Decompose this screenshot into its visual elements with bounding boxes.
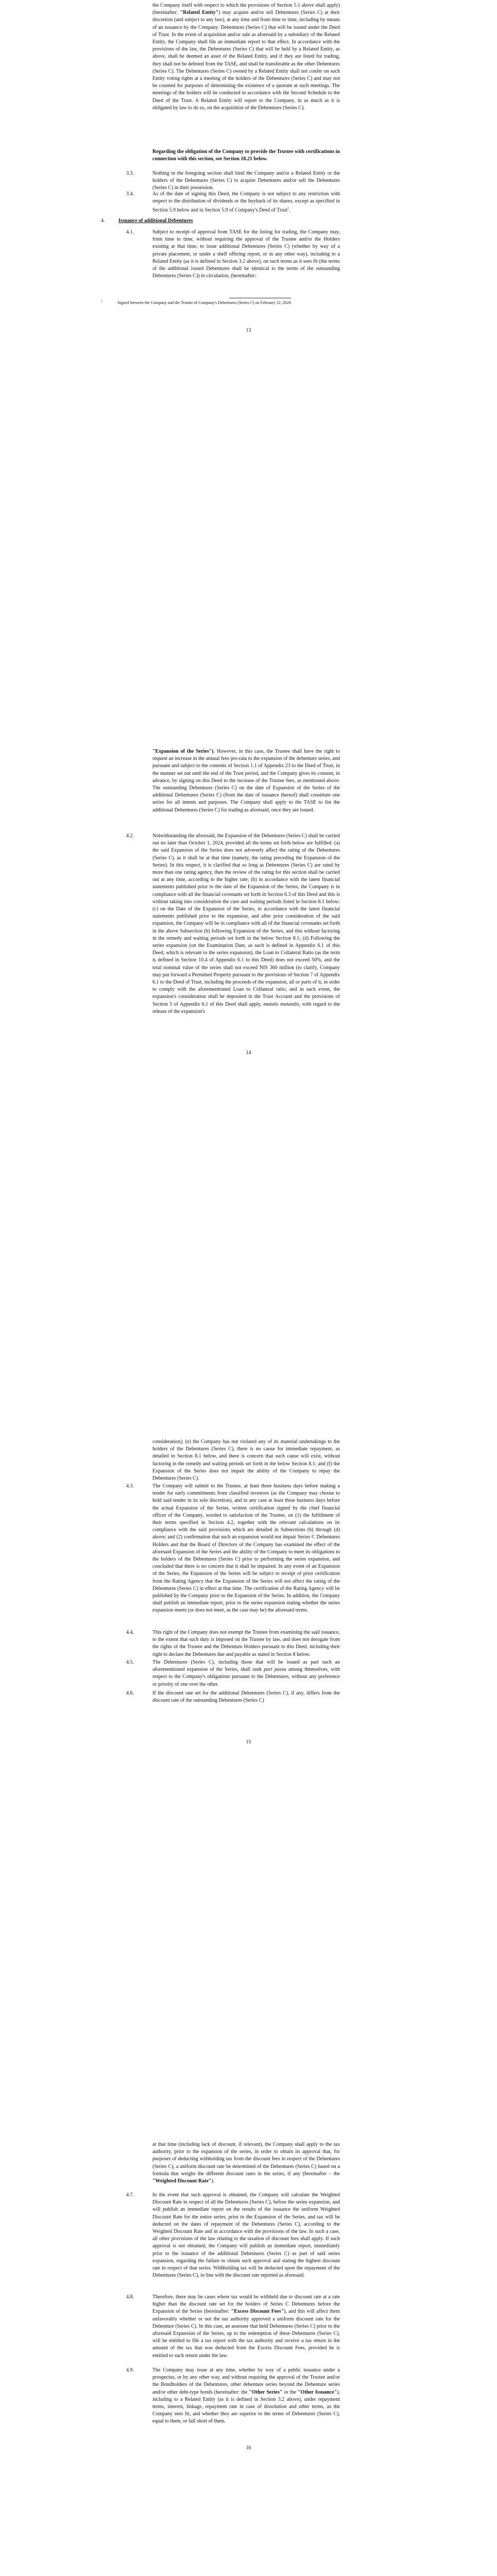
section-item [126, 2367, 340, 2426]
defined-term: "Weighted Discount Rate" [152, 2178, 212, 2184]
document-page-15 [0, 1432, 497, 2123]
item-number: 4.8. [126, 2294, 134, 2300]
item-text-tail: . [289, 207, 290, 213]
certification-paragraph [152, 148, 340, 163]
item-text: This right of the Company does not exempt the Trustee from examining the said issuance, to the extent that such duty is imposed on the Trustee by law, and does not derogate from the rights of the Trustee and the Debenture Holders pursuant to this Deed, including their right to declare the Debentures due and payable as stated in Section 8 below. [152, 1630, 340, 1657]
item-text [152, 2367, 340, 2426]
item-text-main: The Debentures (Series C), including those that will be issued as part such an aforementioned expansion of the Series, shall rank [152, 1659, 340, 1673]
item-text: Nothing in the foregoing section shall bind the Company and/or a Related Entity or the holders of the Debentures (Series C) to acquire Debentures and/or sell the Debentures (Series C) in their possession. [152, 171, 340, 191]
item-text: Subject to receipt of approval from TASE for the listing for trading, the Company may, from time to time, without requiring the approval of the Trustee and/or the Holders existing at that time, to issue additional Debentures (Series C) (whether by way of a private placement, or under a shelf offering report, or in any other way), including to a Related Entity (as it is defined in Section 3.2 above), on such terms as it sees fit (the terms of the additional issued Debentures shall be identical to the terms of the outstanding Debentures (Series C)) in circulation, (hereinafter: [152, 229, 340, 279]
page-number: 13 [246, 328, 251, 333]
item-number: 4.2. [126, 833, 134, 839]
section-item [126, 1659, 340, 1688]
document-page-13 [0, 0, 497, 742]
item-number: 4.4. [126, 1630, 134, 1635]
section-number: 4. [101, 218, 105, 224]
item-text [152, 191, 340, 214]
document-page-14 [0, 742, 497, 1432]
paragraph-body: the Company itself with respect to which the provisions of Section 5.1 above shall apply) (hereinafter: [152, 3, 340, 16]
section-item [126, 1690, 340, 1704]
item-number: 3.4. [126, 191, 134, 197]
item-text: The Company will submit to the Trustee, at least three business days before making a tender for early commitments from classified investors (as the Company may choose to hold said tender in its sole discretion), and in any case at least three business days before the actual Expansion of the Series, written certification signed by the chief financial officer of the Company, worded to satisfaction of the Trustee, on (1) the fulfillment of their terms specified in Section 4.2, together with the relevant calculations on its compliance with the said provisions which are detailed in Subsections (b) through (d) above; and (2) confirmation that such an expansion would not impair Series C Debentures Holders and that the Board of Directors of the Company has examined the effect of the aforesaid Expansion of the Series and the ability of the Company to meet its obligations to the holders of the Debentures (Series C) prior to performing the series expansion, and concluded that there is no concern that it shall be impaired. In any event of an Expansion of the Series, the Expansion of the Series will be subject to receipt of prior certification from the Rating Agency that the Expansion of the Series will not affect the rating of the Debentures (Series C) in effect at that time. The certification of the Rating Agency will be published by the Company prior to the Expansion of the Series. In addition, the Company shall publish an immediate report, prior to the series expansion stating whether the series expansion meets (or does not meet, as the case may be) the aforesaid terms. [152, 1483, 340, 1614]
item-text-tail: ), including to a Related Entity (as it is defined in Section 3.2 above), under repayment terms, interest, linkage, repayment rate in case of dissolution and other terms, as the Company sees fit, and whether they are superior to the terms of Debentures (Series C), equal to them, or fall short of them. [152, 2389, 340, 2425]
item-number: 4.7. [126, 2192, 134, 2198]
item-number: 4.6. [126, 1690, 134, 1696]
expansion-continuation [152, 748, 340, 814]
item-text: If the discount rate set for the additional Debentures (Series C), if any, differs from the discount rate of the outstanding Debentures (Series C) [152, 1690, 340, 1704]
item-text: In the event that such approval is obtained, the Company will calculate the Weighted Discount Rate in respect of all the Debentures (Series C), before the series expansion, and will publish an immediate report on the results of the issuance the uniform Weighted Discount Rate for the entire series, prior to the Expansion of the Series, and tax will be deducted on the dates of repayment of the Debentures (Series C), according to the Weighted Discount Rate and in accordance with the provisions of the law. In such a case, all other provisions of the law relating to the taxation of discount fees shall apply. If such approval is not obtained, the Company will publish an immediate report, immediately prior to the issuance of the additional Debentures (Series C) as part of said series expansion, regarding the failure to obtain such approval and stating the highest discount rate in respect of that series. Withholding tax will be deducted upon the repayment of the Debentures (Series C), in line with the discount rate reported as aforesaid. [152, 2192, 340, 2279]
item-text-tail: ), and this will affect them unfavorably whether or not the tax authority approved a uniform discount rate for the Debenture (Series C). In this case, an assessee that held Debentures (Series C) prior to the aforesaid Expansion of the Series, up to the redemption of these Debentures (Series C), will be entitled to file a tax report with the tax authority and receive a tax return in the amount of the tax that was deducted from the Excess Discount Fees, provided he is entitled to such return under the law. [152, 2309, 340, 2359]
section-item [126, 1629, 340, 1658]
item-number: 4.3. [126, 1483, 134, 1489]
item-number: 4.1. [126, 229, 134, 235]
item-text-tail: , with regard to the release of the expansion's [152, 1001, 340, 1014]
item-text-main: The Company may issue at any time, whether by way of a public issuance under a prospectus, or by any other way, and without requiring the approval of the Trustee and/or the Bondholders of the Debentures, other debenture series beyond the Debenture series and/or other debt-type bonds (hereinafter: the [152, 2367, 340, 2395]
paragraph-body: at that time (including lack of discount, if relevant), the Company shall apply to the tax authority, prior to the expansion of the series, in order to obtain its approval that, for purposes of deducting withholding tax from the discount fees in respect of the Debentures (Series C), a uniform discount rate be determined of the Debentures (Series C) based on a formula that weighs the different discount rates in the series, if any (hereinafter – the [152, 2142, 340, 2177]
paragraph-text: Regarding the obligation of the Company to provide the Trustee with certifications in connection with this section, see Section 18.21 below. [152, 149, 340, 162]
footnote [101, 300, 340, 306]
item-text [152, 1659, 340, 1688]
paragraph-tail: ). [211, 2178, 215, 2184]
paragraph-tail: ) may acquire and/or sell Debentures (Series C) at their discretion (and subject to any law), at any time and from time to time, including by means of an issuance by the Company. Debentures (Series C) that will be issued under the Deed of Trust. In the event of acquisition and/or sale as aforesaid by a subsidiary of the Related Entity, the Company shall file an immediate report to that effect. In accordance with the provisions of the law, the Debentures (Series C) that will be held by a Related Entity, as above, shall be deemed an asset of the Related Entity, and if they are listed for trading, they shall not be delisted from the TASE, and shall be transferable as the other Debentures (Series C). The Debentures (Series C) owned by a Related Entity shall not confer on such Entity voting rights at a meeting of the holders of the Debentures (Series C) and may not be counted for purposes of determining the existence of a quorum at such meetings. The meetings of the holders will be conducted in accordance with the Second Schedule to the Deed of the Trust. A Related Entity will report to the Company, in as much as it is obligated by law to do so, on the acquisition of the Debentures (Series C). [152, 10, 340, 111]
document-page-16 [0, 2123, 497, 2576]
item-text-main: As of the date of signing this Deed, the Company is not subject to any restriction with respect to the distribution of dividends or the buyback of its shares, except as specified in Section 5.9 below and in Section 5.9 of Company's Deed of Trust [152, 191, 340, 213]
latin-term: mutatis mutandis [263, 1001, 299, 1007]
latin-term: pari passu [264, 1667, 286, 1673]
footnote-mark: 1 [101, 300, 102, 303]
paragraph-text [152, 2141, 340, 2185]
item-text [152, 833, 340, 1015]
related-entity-paragraph [152, 2, 340, 112]
page-number: 15 [246, 1739, 251, 1745]
defined-term: "Excess Discount Fees" [231, 2309, 284, 2315]
item-number: 4.5. [126, 1659, 134, 1665]
item-text-main: Notwithstanding the aforesaid, the Expansion of the Debentures (Series C) shall be carried out no later than October 1, 2024, provided all the terms set forth below are fulfilled: (a) the said Expansion of the Series does not adversely affect the rating of the Debentures (Series C), as it shall be at that time (namely, the rating preceding the Expansion of the Series). In this respect, it is clarified that so long as Debentures (Series C) are rated by more than one rating agency, then the review of the rating for this section shall be carried out at any time, according to the higher rate; (b) in accordance with the latest financial statements published prior to the date of the Expansion of the Series, the Company is in compliance with all the financial covenants set forth in Section 6.3 of this Deed and this is without taking into consideration the cure and waiting periods listed in Section 8.1 below; (c) on the Date of the Expansion of the Series, in accordance with the latest financial statements published prior to the expansion, and after prior consideration of the said expansion, the Company will be in compliance with all of the financial covenants set forth in the above Subsection (b) following Expansion of the Series, and this without factoring in the remedy and waiting periods set forth in the below Section 8.1; (d) Following the series expansion (on the Examination Date, as such is defined in Appendix 6.1 of this Deed, which is relevant to the series expansion), the Loan to Collateral Ratio (as the term is defined in Section 10.4 of Appendix 6.1 to this Deed) does not exceed 50%, and the total nominal value of the series shall not exceed NIS 360 million (to clarify, Company may put forward a Permitted Property pursuant to the provisions of Section 7 of Appendix 6.1 to the Deed of Trust, including the proceeds of the expansion, all or parts of it, in order to comply with the aforementioned Loan to Collateral ratio, and in such event, the expansion's consideration shall be deposited in the Trust Account and the provisions of Section 5 of Appendix 6.1 of this Deed shall apply, [152, 833, 340, 1007]
item-number: 4.9. [126, 2367, 134, 2373]
section-item [126, 2192, 340, 2279]
item-number: 3.3. [126, 171, 134, 176]
defined-term: "Expansion of the Series") [152, 749, 214, 754]
paragraph-text [152, 2, 340, 112]
section-item [126, 170, 340, 192]
defined-term: "Other Series" [249, 2389, 283, 2395]
footnote-text: Signed between the Company and the Trustee of Company's Debentures (Series C) on February 12, 2020. [117, 300, 292, 305]
section-item [126, 191, 340, 214]
section-title: Issuance of additional Debentures [118, 218, 193, 224]
section-item [126, 229, 340, 280]
paragraph-text [152, 748, 340, 814]
item-text [152, 2294, 340, 2360]
item42-continuation [152, 1438, 340, 1482]
footnote-ref: 1 [287, 207, 289, 211]
section-item [126, 1483, 340, 1615]
item-text-main: Therefore, there may be cases where tax would be withheld due to discount rate at a rate higher than the discount rate set for the holders of Series C Debentures before the Expansion of the Series (hereinafter: [152, 2294, 340, 2315]
paragraph-body: . However, in this case, the Trustee shall have the right to request an increase in the annual fees pro-rata to the expansion of the debenture series, and pursuant and subject to the contents of Section 1.1 of Appendix 23 to the Deed of Trust, in the manner set out until the end of the Trust period, and the Company gives its consent, in advance, by signing on this Deed to the increase of the Trustee fees, as mentioned above. The outstanding Debentures (Series C) on the date of Expansion of the Series of the additional Debentures (Series C) (from the date of issuance thereof) shall constitute one series for all intents and purposes. The Company shall apply to the TASE to list the additional Debentures (Series C) for trading as aforesaid, once they are issued. [152, 749, 340, 813]
section-item [126, 2294, 340, 2360]
paragraph-text: consideration); (e) the Company has not violated any of its material undertakings to the holders of the Debentures (Series C), there is no cause for immediate repayment, as detailed in Section 8.1 below, and there is concern that such cause will exist, without factoring in the remedy and waiting periods set forth in the below Section 8.1; and (f) the Expansion of the Series does not impair the ability of the Company to repay the Debentures (Series C). [152, 1439, 340, 1482]
page-number: 14 [246, 1050, 251, 1056]
page-number: 16 [246, 2445, 251, 2451]
item-text-tail: among themselves, with respect to the Company's obligations pursuant to the Debentures, without any preference or priority of one over the other. [152, 1667, 340, 1687]
defined-term: "Related Entity" [180, 10, 219, 16]
section-heading [101, 217, 343, 225]
item-text-mid: or the [282, 2389, 298, 2395]
item46-continuation [152, 2141, 340, 2185]
section-item [126, 833, 340, 1015]
defined-term: "Other Issuance" [298, 2389, 337, 2395]
